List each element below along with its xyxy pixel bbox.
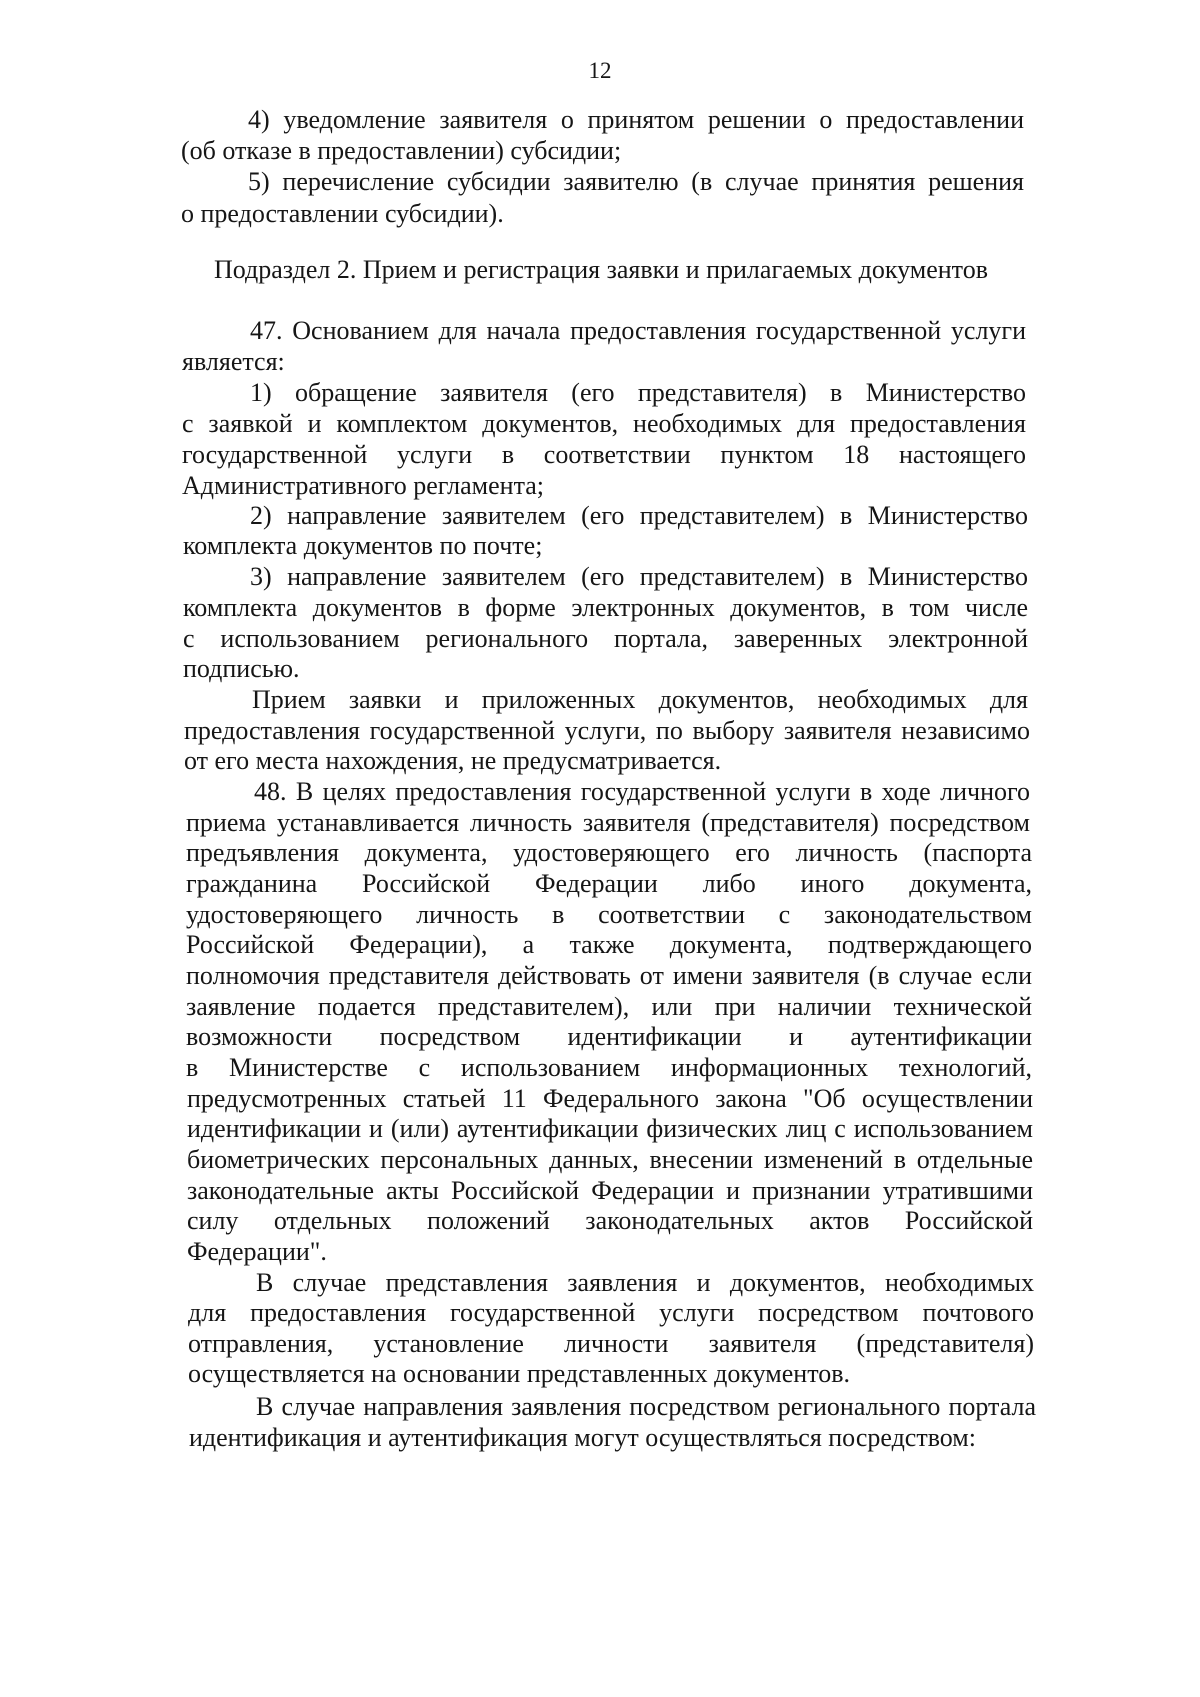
text-line: 4) уведомление заявителя о принятом решении о предоставлении	[248, 105, 1024, 134]
text-line: 2) направление заявителем (его представителем) в Министерство	[250, 501, 1028, 530]
text-line: удостоверяющего личность в соответствии с законодательством	[186, 900, 1032, 929]
text-line: о предоставлении субсидии).	[181, 199, 504, 228]
text-line: гражданина Российской Федерации либо иного документа,	[186, 869, 1032, 898]
text-line: с использованием регионального портала, заверенных электронной	[183, 624, 1028, 653]
text-line: Административного регламента;	[182, 471, 545, 500]
text-line: Российской Федерации), а также документа, подтверждающего	[186, 930, 1032, 959]
text-line: возможности посредством идентификации и аутентификации	[186, 1022, 1032, 1051]
text-line: 47. Основанием для начала предоставления государственной услуги	[250, 316, 1026, 345]
text-line: заявление подается представителем), или при наличии технической	[186, 992, 1032, 1021]
text-line: законодательные акты Российской Федерации и признании утратившими	[187, 1176, 1033, 1205]
text-line: идентификации и (или) аутентификации физических лиц с использованием	[187, 1114, 1033, 1143]
text-line: является:	[182, 347, 285, 376]
text-line: биометрических персональных данных, внесении изменений в отдельные	[187, 1145, 1033, 1174]
text-line: отправления, установление личности заявителя (представителя)	[188, 1329, 1034, 1358]
text-line: идентификация и аутентификация могут осуществляться посредством:	[189, 1423, 976, 1452]
text-line: В случае представления заявления и документов, необходимых	[256, 1268, 1034, 1297]
page-number: 12	[588, 58, 612, 83]
text-line: Федерации".	[187, 1237, 327, 1266]
text-line: (об отказе в предоставлении) субсидии;	[181, 136, 622, 165]
text-line: В случае направления заявления посредством регионального портала	[256, 1392, 1036, 1421]
text-line: предоставления государственной услуги, по выбору заявителя независимо	[184, 716, 1030, 745]
text-line: комплекта документов по почте;	[183, 531, 543, 560]
text-line: силу отдельных положений законодательных актов Российской	[187, 1206, 1033, 1235]
text-line: с заявкой и комплектом документов, необходимых для предоставления	[182, 409, 1026, 438]
text-line: 48. В целях предоставления государственной услуги в ходе личного	[254, 777, 1030, 806]
text-line: государственной услуги в соответствии пунктом 18 настоящего	[182, 440, 1026, 469]
text-line: осуществляется на основании представленных документов.	[188, 1359, 851, 1388]
text-line: приема устанавливается личность заявителя (представителя) посредством	[186, 808, 1030, 837]
text-line: 5) перечисление субсидии заявителю (в случае принятия решения	[248, 167, 1024, 196]
text-line: комплекта документов в форме электронных документов, в том числе	[183, 593, 1028, 622]
text-line: полномочия представителя действовать от имени заявителя (в случае если	[186, 961, 1032, 990]
text-line: в Министерстве с использованием информационных технологий,	[186, 1053, 1032, 1082]
text-line: предусмотренных статьей 11 Федерального закона "Об осуществлении	[187, 1084, 1033, 1113]
subsection-heading: Подраздел 2. Прием и регистрация заявки и прилагаемых документов	[214, 255, 988, 284]
text-line: подписью.	[183, 654, 300, 683]
text-line: предъявления документа, удостоверяющего его личность (паспорта	[186, 838, 1032, 867]
text-line: 1) обращение заявителя (его представителя) в Министерство	[250, 378, 1026, 407]
text-line: Прием заявки и приложенных документов, необходимых для	[252, 685, 1028, 714]
text-line: от его места нахождения, не предусматривается.	[184, 746, 722, 775]
text-line: для предоставления государственной услуги посредством почтового	[188, 1298, 1034, 1327]
text-line: 3) направление заявителем (его представителем) в Министерство	[250, 562, 1028, 591]
